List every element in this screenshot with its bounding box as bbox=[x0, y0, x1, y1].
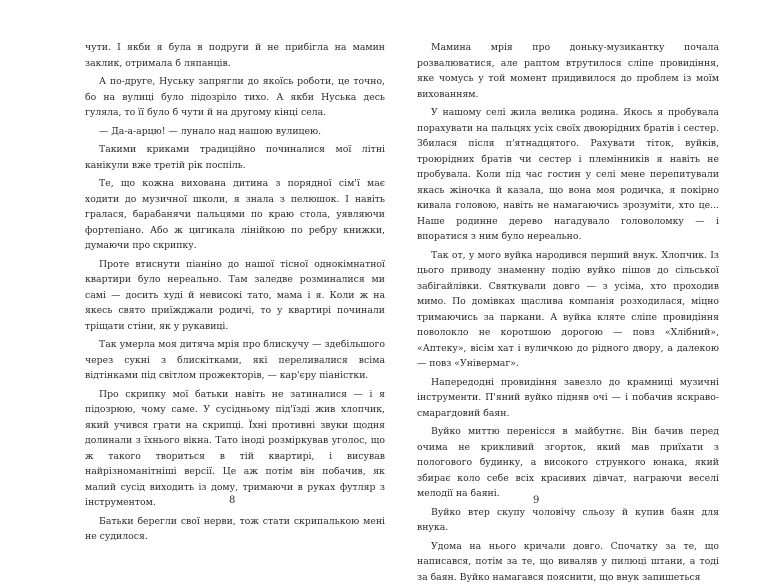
paragraph: Удома на нього кричали довго. Спочатку за те, що написався, потім за те, що виваляв у пилюці штани, а тоді за баян. Вуйко намагався пояснити, що внук запишеться bbox=[417, 539, 719, 585]
right-page bbox=[417, 40, 719, 585]
paragraph: Вуйко втер скупу чоловічу сльозу й купив баян для внука. bbox=[417, 505, 719, 536]
left-page bbox=[85, 40, 385, 545]
paragraph: Проте втиснути піаніно до нашої тісної однокімнатної квартири було нереально. Там заледве розминалися ми самі — досить худі й невисокі тато, мама і я. Коли ж на якесь свято приїжджали родичі, то у квартирі починали тріщати стіни, як у рукавиці. bbox=[85, 257, 385, 335]
paragraph: Те, що кожна вихована дитина з порядної сім'ї має ходити до музичної школи, я знала з пелюшок. І навіть гралася, барабанячи пальцями по краю стола, уявляючи фортепіано. Або ж цигикала лінійкою по ребру книжки, думаючи про скрипку. bbox=[85, 176, 385, 254]
paragraph: А по-друге, Нуську запрягли до якоїсь роботи, це точно, бо на вулиці було підозріло тихо. А якби Нуська десь гуляла, то її було б чути й на другому кінці села. bbox=[85, 74, 385, 121]
paragraph: Такими криками традиційно починалися мої літні канікули вже третій рік поспіль. bbox=[85, 142, 385, 173]
paragraph: — Да-а-арцю! — лунало над нашою вулицею. bbox=[85, 124, 385, 140]
paragraph: Мамина мрія про доньку-музикантку почала розвалюватися, але раптом втрутилося сліпе провидіння, яке чомусь у той момент придивилося до проблем із моїм вихованням. bbox=[417, 40, 719, 102]
paragraph: Вуйко миттю перенісся в майбутнє. Він бачив перед очима не крикливий згорток, який мав приїхати з пологового будинку, а високого стрункого юнака, який збирає коло себе всіх красивих дівчат, награючи веселі мелодії на баяні. bbox=[417, 424, 719, 502]
paragraph: У нашому селі жила велика родина. Якось я пробувала порахувати на пальцях усіх своїх двоюрідних братів і сестер. Збилася після п'ятнадцятого. Рахувати тіток, вуйків, троюрідних братів чи сестер і племінників я навіть не пробувала. Коли під час гостин у селі мене перепитували якась жіночка й казала, що вона моя родичка, я покірно кивала головою, навіть не намагаючись зрозуміти, хто це... Наше родинне дерево нагадувало головоломку — і впоратися з ним було нереально. bbox=[417, 105, 719, 245]
paragraph: Так умерла моя дитяча мрія про блискучу — здебільшого через сукні з блискітками, які переливалися всіма відтінками під світлом прожекторів, — кар'єру піаністки. bbox=[85, 337, 385, 384]
paragraph: Батьки берегли свої нерви, тож стати скрипалькою мені не судилося. bbox=[85, 514, 385, 545]
page-number: 8 bbox=[229, 495, 235, 506]
paragraph: чути. І якби я була в подруги й не прибігла на мамин заклик, отримала б ляпанців. bbox=[85, 40, 385, 71]
paragraph: Так от, у мого вуйка народився перший внук. Хлопчик. Із цього приводу знаменну подію вуйко пішов до сільської забігайлівки. Святкували довго — з усіма, хто проходив мимо. По домівках щаслива компанія розходилася, міцно тримаючись за паркани. А вуйка кляте сліпе провидіння поволокло не коротшою дорогою — повз «Хлібний», «Аптеку», вісім хат і вуличкою до рідного двору, а далекою — повз «Універмаг». bbox=[417, 248, 719, 372]
paragraph: Напередодні провидіння завезло до крамниці музичні інструменти. П'яний вуйко підняв очі — і побачив яскраво-смарагдовий баян. bbox=[417, 375, 719, 422]
page-number: 9 bbox=[533, 495, 539, 506]
paragraph: Про скрипку мої батьки навіть не затиналися — і я підозрюю, чому саме. У сусідньому під'їзді жив хлопчик, який учився грати на скрипці. Їхні противні звуки щодня долинали з їхнього вікна. Тато іноді розміркував уголос, що ж такого твориться в тій квартирі, і висував найрізноманітніші версії. Це аж потім він побачив, як малий сусід виходить із дому, тримаючи в руках футляр з інструментом. bbox=[85, 387, 385, 511]
